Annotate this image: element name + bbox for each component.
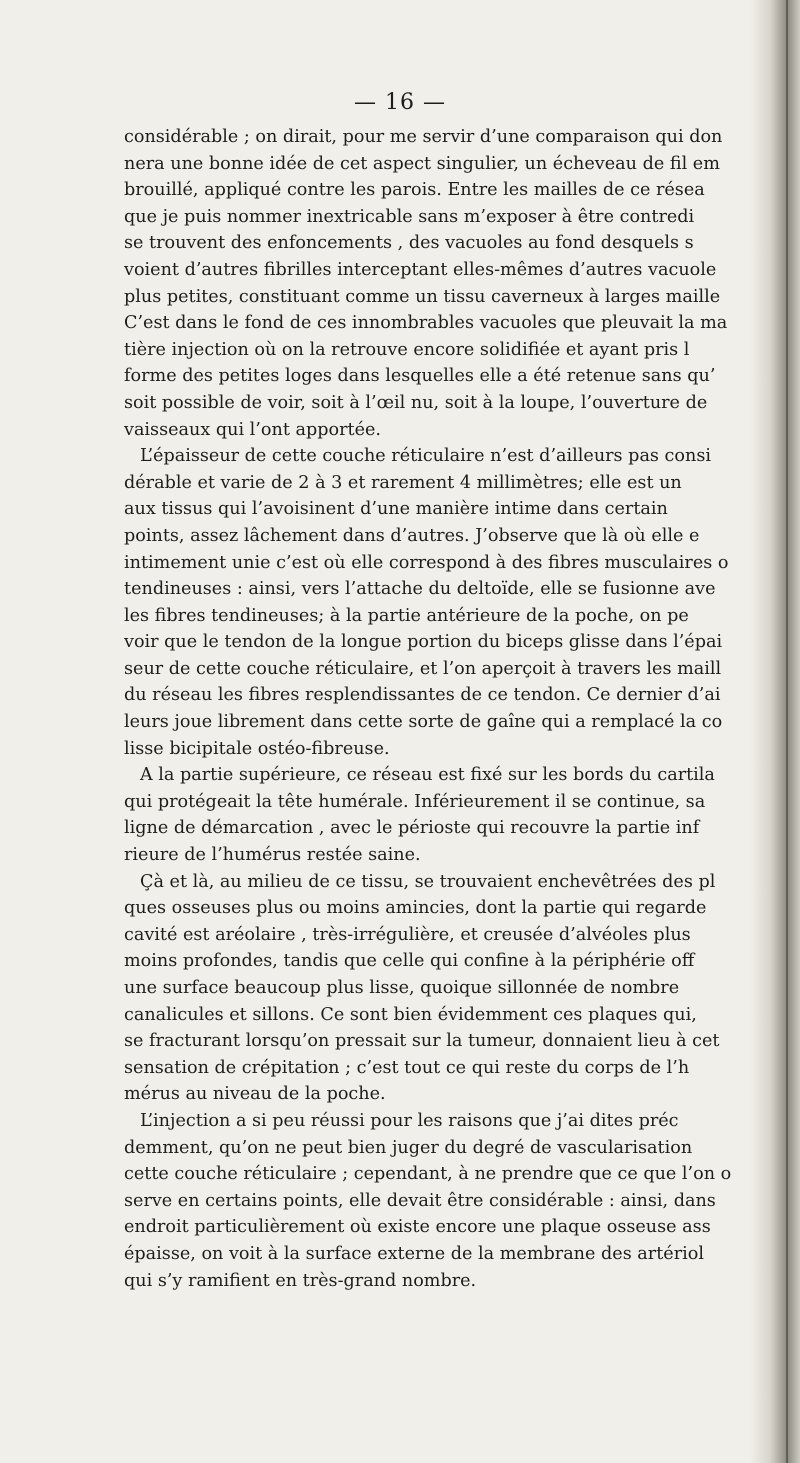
text-line: soit possible de voir, soit à l’œil nu, soit à la loupe, l’ouverture de <box>124 392 708 413</box>
text-line: aux tissus qui l’avoisinent d’une manière intime dans certain <box>124 499 668 520</box>
text-line: demment, qu’on ne peut bien juger du degré de vascularisation <box>124 1137 693 1158</box>
text-line: voir que le tendon de la longue portion du biceps glisse dans l’épai <box>124 632 723 653</box>
text-line: Çà et là, au milieu de ce tissu, se trouvaient enchevêtrées des pl <box>140 871 716 892</box>
text-line: points, assez lâchement dans d’autres. J’observe que là où elle e <box>124 525 700 546</box>
text-line: considérable ; on dirait, pour me servir d’une comparaison qui don <box>124 127 723 147</box>
text-line: dérable et varie de 2 à 3 et rarement 4 millimètres; elle est un <box>124 472 682 493</box>
text-line: du réseau les fibres resplendissantes de ce tendon. Ce dernier d’ai <box>124 685 721 706</box>
text-line: A la partie supérieure, ce réseau est fixé sur les bords du cartila <box>140 765 715 786</box>
text-line: se trouvent des enfoncements , des vacuoles au fond desquels s <box>124 233 694 254</box>
text-line: serve en certains points, elle devait être considérable : ainsi, dans <box>124 1190 716 1211</box>
text-line: ques osseuses plus ou moins amincies, dont la partie qui regarde <box>124 898 707 919</box>
page-edge-line <box>786 0 788 1463</box>
text-line: endroit particulièrement où existe encore une plaque osseuse ass <box>124 1217 711 1238</box>
text-line: sensation de crépitation ; c’est tout ce qui reste du corps de l’h <box>124 1057 690 1078</box>
text-line: L’épaisseur de cette couche réticulaire n’est d’ailleurs pas consi <box>140 446 711 467</box>
text-line: tière injection où on la retrouve encore solidifiée et ayant pris l <box>124 339 690 360</box>
text-line: canalicules et sillons. Ce sont bien évidemment ces plaques qui, <box>124 1004 697 1025</box>
text-line: ligne de démarcation , avec le périoste qui recouvre la partie inf <box>124 818 700 839</box>
text-line: lisse bicipitale ostéo-fibreuse. <box>124 738 390 759</box>
text-line: forme des petites loges dans lesquelles elle a été retenue sans qu’ <box>124 366 716 387</box>
text-line: brouillé, appliqué contre les parois. Entre les mailles de ce résea <box>124 180 705 201</box>
text-line: leurs joue librement dans cette sorte de gaîne qui a remplacé la co <box>124 712 723 733</box>
text-line: seur de cette couche réticulaire, et l’on aperçoit à travers les maill <box>124 658 722 679</box>
text-line: intimement unie c’est où elle correspond à des fibres musculaires o <box>124 552 729 573</box>
text-line: se fracturant lorsqu’on pressait sur la tumeur, donnaient lieu à cet <box>124 1031 720 1052</box>
text-line: C’est dans le fond de ces innombrables vacuoles que pleuvait la ma <box>124 313 728 334</box>
text-line: moins profondes, tandis que celle qui confine à la périphérie off <box>124 951 695 972</box>
page-number-header: — 16 — <box>354 90 446 115</box>
text-line: épaisse, on voit à la surface externe de la membrane des artériol <box>124 1243 704 1264</box>
text-line: mérus au niveau de la poche. <box>124 1084 386 1105</box>
text-line: voient d’autres fibrilles interceptant elles-mêmes d’autres vacuole <box>124 259 717 280</box>
text-line: cavité est aréolaire , très-irrégulière, et creusée d’alvéoles plus <box>124 924 691 945</box>
text-line: rieure de l’humérus restée saine. <box>124 845 421 866</box>
text-line: cette couche réticulaire ; cependant, à ne prendre que ce que l’on o <box>124 1164 732 1185</box>
text-line: qui s’y ramifient en très-grand nombre. <box>124 1270 477 1291</box>
text-line: tendineuses : ainsi, vers l’attache du deltoïde, elle se fusionne ave <box>124 579 716 600</box>
text-line: une surface beaucoup plus lisse, quoique sillonnée de nombre <box>124 978 680 998</box>
text-line: nera une bonne idée de cet aspect singulier, un écheveau de fil em <box>124 153 720 174</box>
text-line: L’injection a si peu réussi pour les raisons que j’ai dites préc <box>140 1110 679 1131</box>
body-text <box>124 124 764 1294</box>
text-line: que je puis nommer inextricable sans m’exposer à être contredi <box>124 206 695 227</box>
text-line: les fibres tendineuses; à la partie antérieure de la poche, on pe <box>124 605 689 626</box>
text-line: plus petites, constituant comme un tissu caverneux à larges maille <box>124 286 721 307</box>
text-line: qui protégeait la tête humérale. Inférieurement il se continue, sa <box>124 791 706 812</box>
text-line: vaisseaux qui l’ont apportée. <box>124 419 381 440</box>
